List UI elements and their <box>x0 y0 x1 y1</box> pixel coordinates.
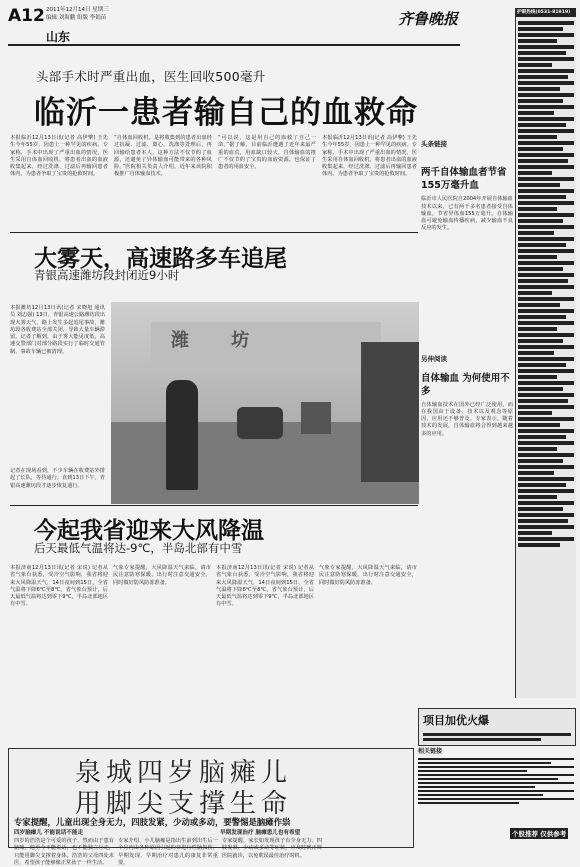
story-wind-rule <box>10 505 418 506</box>
car-figure <box>237 407 283 439</box>
sidebar-link-title: 两千自体输血者节省155万毫升血 <box>421 167 507 192</box>
fog-photo <box>111 302 419 504</box>
story-palsy-headline-1: 泉城四岁脑瘫儿 <box>75 758 293 788</box>
related-links-box <box>418 748 574 846</box>
person-figure <box>166 380 198 490</box>
section-label: 山东 <box>46 30 71 44</box>
sidebar-vision-title: 自体输血 为何使用不多 <box>421 372 510 397</box>
sidebar-vision-body: 自体输血技术在国外已经广泛使用，而在我国由于设备、技术以及观念等原因，应用还不够普及。专家表示，随着技术的发展，自体输血将会得到越来越多的应用。 <box>421 401 513 437</box>
toll-gate-sign: 潍 坊 <box>171 330 268 351</box>
ad-listing-bars <box>516 17 576 551</box>
story-fog-subhead: 青银高速潍坊段封闭近9小时 <box>34 268 180 282</box>
page-number: A12 <box>8 6 45 26</box>
story-wind-body-4: 气象专家提醒，大风降温天气来临，请市民注意防寒保暖，出行时注意交通安全，同时做好防风防冻准备。 <box>319 565 417 586</box>
ad-project-label: 项目加优火爆 <box>423 714 489 727</box>
page-header <box>8 6 570 46</box>
story-blood-headline: 临沂一患者输自己的血救命 <box>34 95 418 131</box>
editor-line: 编辑 刘海鹏 组版 李娟苗 <box>46 15 107 21</box>
story-blood-kicker: 头部手术时严重出血，医生回收500毫升 <box>36 69 266 84</box>
ad-project-box <box>418 708 576 746</box>
sidebar-vision-label: 另伸阅读 <box>421 355 447 364</box>
related-bars <box>418 758 574 804</box>
van-figure <box>301 402 331 434</box>
story-palsy-body-1: 四岁的浩浩是个可爱的孩子，然而由于患有脑瘫，他至今不能说话，也不能独立行走，只能用脚尖支撑着身体。浩浩的父母四处求医，希望孩子能够像正常孩子一样生活。 <box>14 838 114 866</box>
story-fog-body: 本报潍坊12月13日讯(记者 宋晓旭 通讯员 刘志强) 13日，青银高速公路潍坊段出现大雾天气，路上发生多起追尾事故，潍坊段各收费站全部关闭，导致大量车辆滞留。记者了解到，由于雾大能见度低，高速交警部门对部分路段实行了临时交通管制，事故车辆已被清理。 <box>10 305 105 355</box>
story-fog-body-2: 记者在现场看到，不少车辆在收费站外排起了长队，等待通行。直到13日下午，青银高速潍坊段才逐步恢复通行。 <box>10 468 105 489</box>
story-fog-headline: 大雾天，高速路多车追尾 <box>34 246 287 272</box>
story-wind-body-3: 本报济南12月13日讯(记者 宋说) 记者从省气象台获悉，受冷空气影响，我省将迎来大风降温天气，14日夜间到15日，全省气温将下降6℃至8℃。省气象台预计，后天最低气温将达到零下9℃，半岛北部地区有中雪。 <box>216 565 314 608</box>
story-wind-body-1: 本报济南12月13日讯(记者 宋说) 记者从省气象台获悉，受冷空气影响，我省将迎来大风降温天气，14日夜间到15日，全省气温将下降6℃至8℃。省气象台预计，后天最低气温将达到零下9℃，半岛北部地区有中雪。 <box>10 565 108 608</box>
ad-hotline: 护眼热线(0531-81919) <box>516 8 576 17</box>
story-blood-body-1: 本报临沂12月13日讯(记者 高伊擎) 王先生今年55岁，因患上一种罕见的疾病。专家称，手术中出现了严重出血的情况，医生采用自体血回收机，将患者出血的血液收集起来，经过洗涤、过滤后再输回患者体内，为患者争取了宝贵的抢救时间。 <box>10 135 108 178</box>
paper-logo: 齐鲁晚报 <box>398 10 459 28</box>
story-palsy-body-3: 专家提醒，家长如发现孩子有全身无力、四肢发紧、少动或多动等症状，应及时到正规医院就诊，以免耽误最佳治疗时机。 <box>222 838 322 859</box>
ad-column <box>515 8 576 698</box>
sidebar <box>421 135 513 700</box>
date-line: 2011年12月14日 星期三 <box>46 7 109 13</box>
story-wind-headline: 今起我省迎来大风降温 <box>34 518 264 544</box>
story-palsy-sub-b: 早期发现治疗 脑瘫患儿也有希望 <box>220 830 301 836</box>
story-blood-body-2: “自体血回收机，是将收集到的患者出血经过抗凝、过滤、离心、洗涤等处理后，再回输给患者本人，这种方法不仅节约了血源，还避免了异体输血可能带来的各种风险。”医院相关负责人介绍，近年来该院积极推广自体输血技术。 <box>114 135 212 178</box>
story-fog-rule <box>10 232 418 233</box>
header-rule <box>8 44 460 46</box>
story-palsy-headline-2: 用脚尖支撑生命 <box>75 789 293 819</box>
ad-project-bars <box>419 733 575 741</box>
truck-figure <box>361 342 419 482</box>
sidebar-link-label: 头条链接 <box>421 140 447 148</box>
stock-tip-label: 个股推荐 仅供参考 <box>512 830 567 838</box>
story-palsy-body-2: 专家介绍，小儿脑瘫是指出生前到出生后一个月内由各种原因引起的非进行性脑损伤，早期发现、早期治疗对患儿的康复非常重要。 <box>118 838 218 866</box>
sidebar-link-body: 临沂市人民医院自2004年开展自体输血技术以来，已有两千多名患者接受自体输血，节省异体血155万毫升。自体输血可避免输血传播疾病，减少输血不良反应的发生。 <box>421 196 513 232</box>
story-palsy-subhead: 专家提醒，儿童出现全身无力，四肢发紧，少动或多动，要警惕是脑瘫作祟 <box>14 817 291 827</box>
story-blood-body-3: “可以说，这是用自己的血救了自己一命。”据了解，目前临沂遭遇了近年来最严重的血荒，用血缺口较大，自体输血的推广不仅节约了宝贵的血液资源，也保证了患者的用血安全。 <box>218 135 316 171</box>
story-blood-body-4: 本报临沂12月13日讯(记者 高伊擎) 王先生今年55岁，因患上一种罕见的疾病。专家称，手术中出现了严重出血的情况，医生采用自体血回收机，将患者出血的血液收集起来，经过洗涤、过滤后再输回患者体内，为患者争取了宝贵的抢救时间。 <box>322 135 417 178</box>
related-links-label: 相关链接 <box>418 748 443 755</box>
story-wind-body-2: 气象专家提醒，大风降温天气来临，请市民注意防寒保暖，出行时注意交通安全，同时做好防风防冻准备。 <box>113 565 211 586</box>
story-wind-subhead: 后天最低气温将达-9℃，半岛北部有中雪 <box>34 541 243 555</box>
story-palsy-sub-a: 四岁脑瘫儿 不能说话不能走 <box>14 830 84 836</box>
